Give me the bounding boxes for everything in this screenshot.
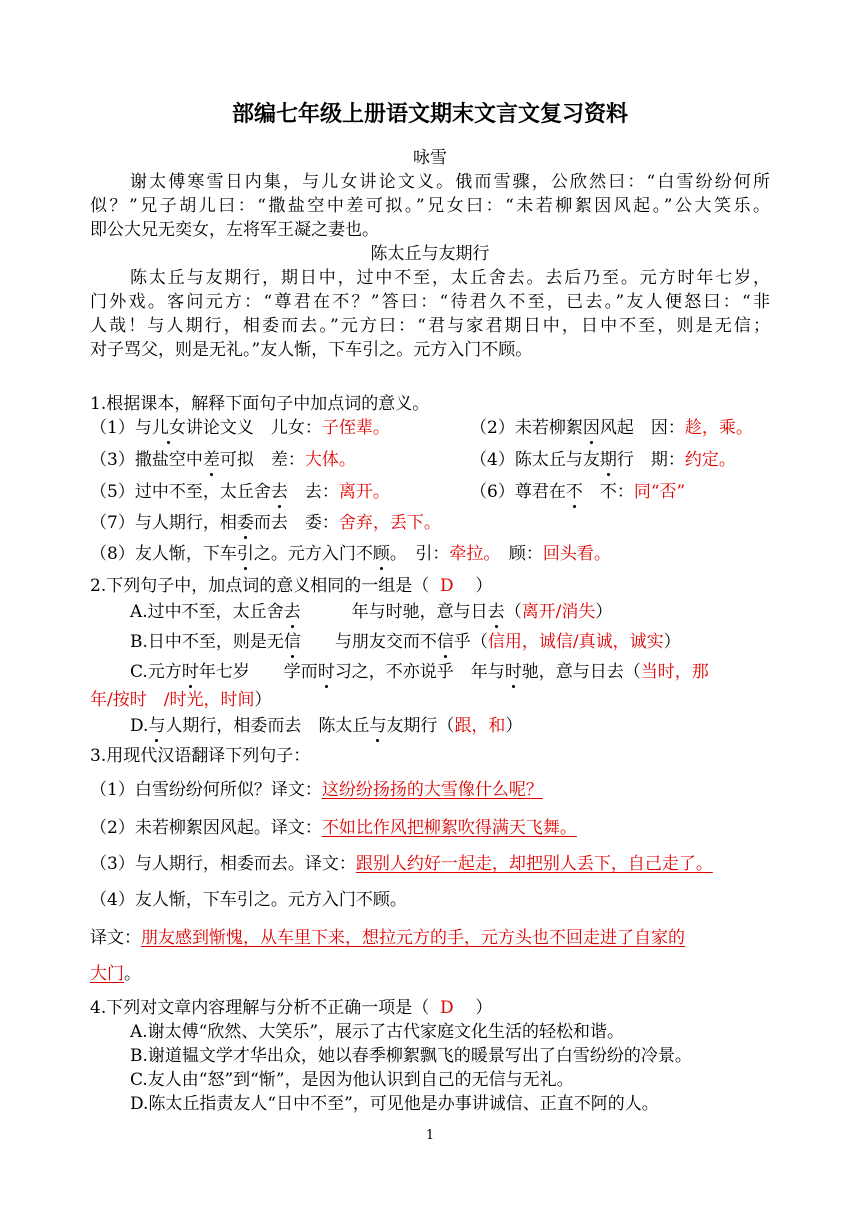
q1-item: （1）与儿女讲论文义 儿女：子侄辈。 — [90, 418, 390, 438]
q1-item: （7）与人期行，相委而去 委：舍弃，丢下。 — [90, 513, 441, 533]
q4-option: A.谢太傅“欣然、大笑乐”，展示了古代家庭文化生活的轻松和谐。 — [130, 1022, 625, 1042]
q1-item: （2）未若柳絮因风起 因：趁，乘。 — [470, 418, 753, 438]
q1-item: （8）友人惭，下车引之。元方入门不顾。 引：牵拉。 顾：回头看。 — [90, 544, 611, 564]
q2-option-a: A.过中不至，太丘舍去 年与时驰，意与日去（离开/消失） — [130, 602, 613, 622]
passage1-line: 即公大兄无奕女，左将军王凝之妻也。 — [90, 220, 379, 240]
q4-option: D.陈太丘指责友人“日中不至”，可见他是办事讲诚信、正直不阿的人。 — [130, 1094, 659, 1114]
q2-stem: 2.下列句子中，加点词的意义相同的一组是（ D ） — [90, 576, 493, 596]
q2-option-b: B.日中不至，则是无信 与朋友交而不信乎（信用，诚信/真诚，诚实） — [130, 632, 681, 652]
passage2-line: 对子骂父，则是无礼。”友人惭，下车引之。元方入门不顾。 — [90, 340, 533, 360]
q3-item: （2）未若柳絮因风起。译文：不如比作风把柳絮吹得满天飞舞。 — [90, 818, 577, 838]
page-number: 1 — [425, 1128, 435, 1143]
q3-stem: 3.用现代汉语翻译下列句子： — [90, 746, 311, 766]
q4-option: C.友人由“怒”到“惭”，是因为他认识到自己的无信与无礼。 — [130, 1070, 574, 1090]
passage2-line: 人哉！与人期行，相委而去。”元方曰：“君与家君期日中，日中不至，则是无信； — [90, 316, 770, 336]
passage2-line: 陈太丘与友期行，期日中，过中不至，太丘舍去。去后乃至。元方时年七岁， — [130, 268, 770, 288]
q4-answer: D — [440, 998, 454, 1018]
q3-item: （4）友人惭，下车引之。元方入门不顾。 — [90, 890, 407, 910]
passage2-heading: 陈太丘与友期行 — [370, 244, 490, 264]
q2-option-d: D.与人期行，相委而去 陈太丘与友期行（跟，和） — [130, 716, 523, 736]
q4-option: B.谢道韫文学才华出众，她以春季柳絮飘飞的暖景写出了白雪纷纷的冷景。 — [130, 1046, 692, 1066]
passage2-line: 门外戏。客问元方：“尊君在不？”答曰：“待君久不至，已去。”友人便怒曰：“非 — [90, 292, 770, 312]
q3-final-answer: 译文：朋友感到惭愧，从车里下来，想拉元方的手，元方头也不回走进了自家的 — [90, 928, 685, 948]
passage1-heading: 咏雪 — [413, 148, 447, 168]
passage1-line: 似？”兄子胡儿曰：“撒盐空中差可拟。”兄女曰：“未若柳絮因风起。”公大笑乐。 — [90, 196, 770, 216]
q4-stem: 4.下列对文章内容理解与分析不正确一项是（ D ） — [90, 998, 493, 1018]
q2-answer: D — [440, 576, 454, 596]
q2-option-c-cont: 年/按时 /时光，时间） — [90, 690, 272, 710]
q1-item: （6）尊君在不 不：同“否” — [470, 482, 686, 502]
q3-final-answer-cont: 大门。 — [90, 964, 141, 984]
q1-stem: 1.根据课本，解释下面句子中加点词的意义。 — [90, 394, 430, 414]
passage1-line: 谢太傅寒雪日内集，与儿女讲论文义。俄而雪骤，公欣然曰：“白雪纷纷何所 — [130, 172, 770, 192]
q1-item: （4）陈太丘与友期行 期：约定。 — [470, 450, 736, 470]
q3-item: （1）白雪纷纷何所似？译文：这纷纷扬扬的大雪像什么呢？ — [90, 780, 543, 800]
q1-item: （5）过中不至，太丘舍去 去：离开。 — [90, 482, 390, 502]
page-title: 部编七年级上册语文期末文言文复习资料 — [231, 101, 628, 127]
q1-item: （3）撒盐空中差可拟 差：大体。 — [90, 450, 356, 470]
q3-item: （3）与人期行，相委而去。译文：跟别人约好一起走，却把别人丢下，自己走了。 — [90, 854, 713, 874]
q2-option-c: C.元方时年七岁 学而时习之，不亦说乎 年与时驰，意与日去（当时，那 — [130, 662, 709, 682]
